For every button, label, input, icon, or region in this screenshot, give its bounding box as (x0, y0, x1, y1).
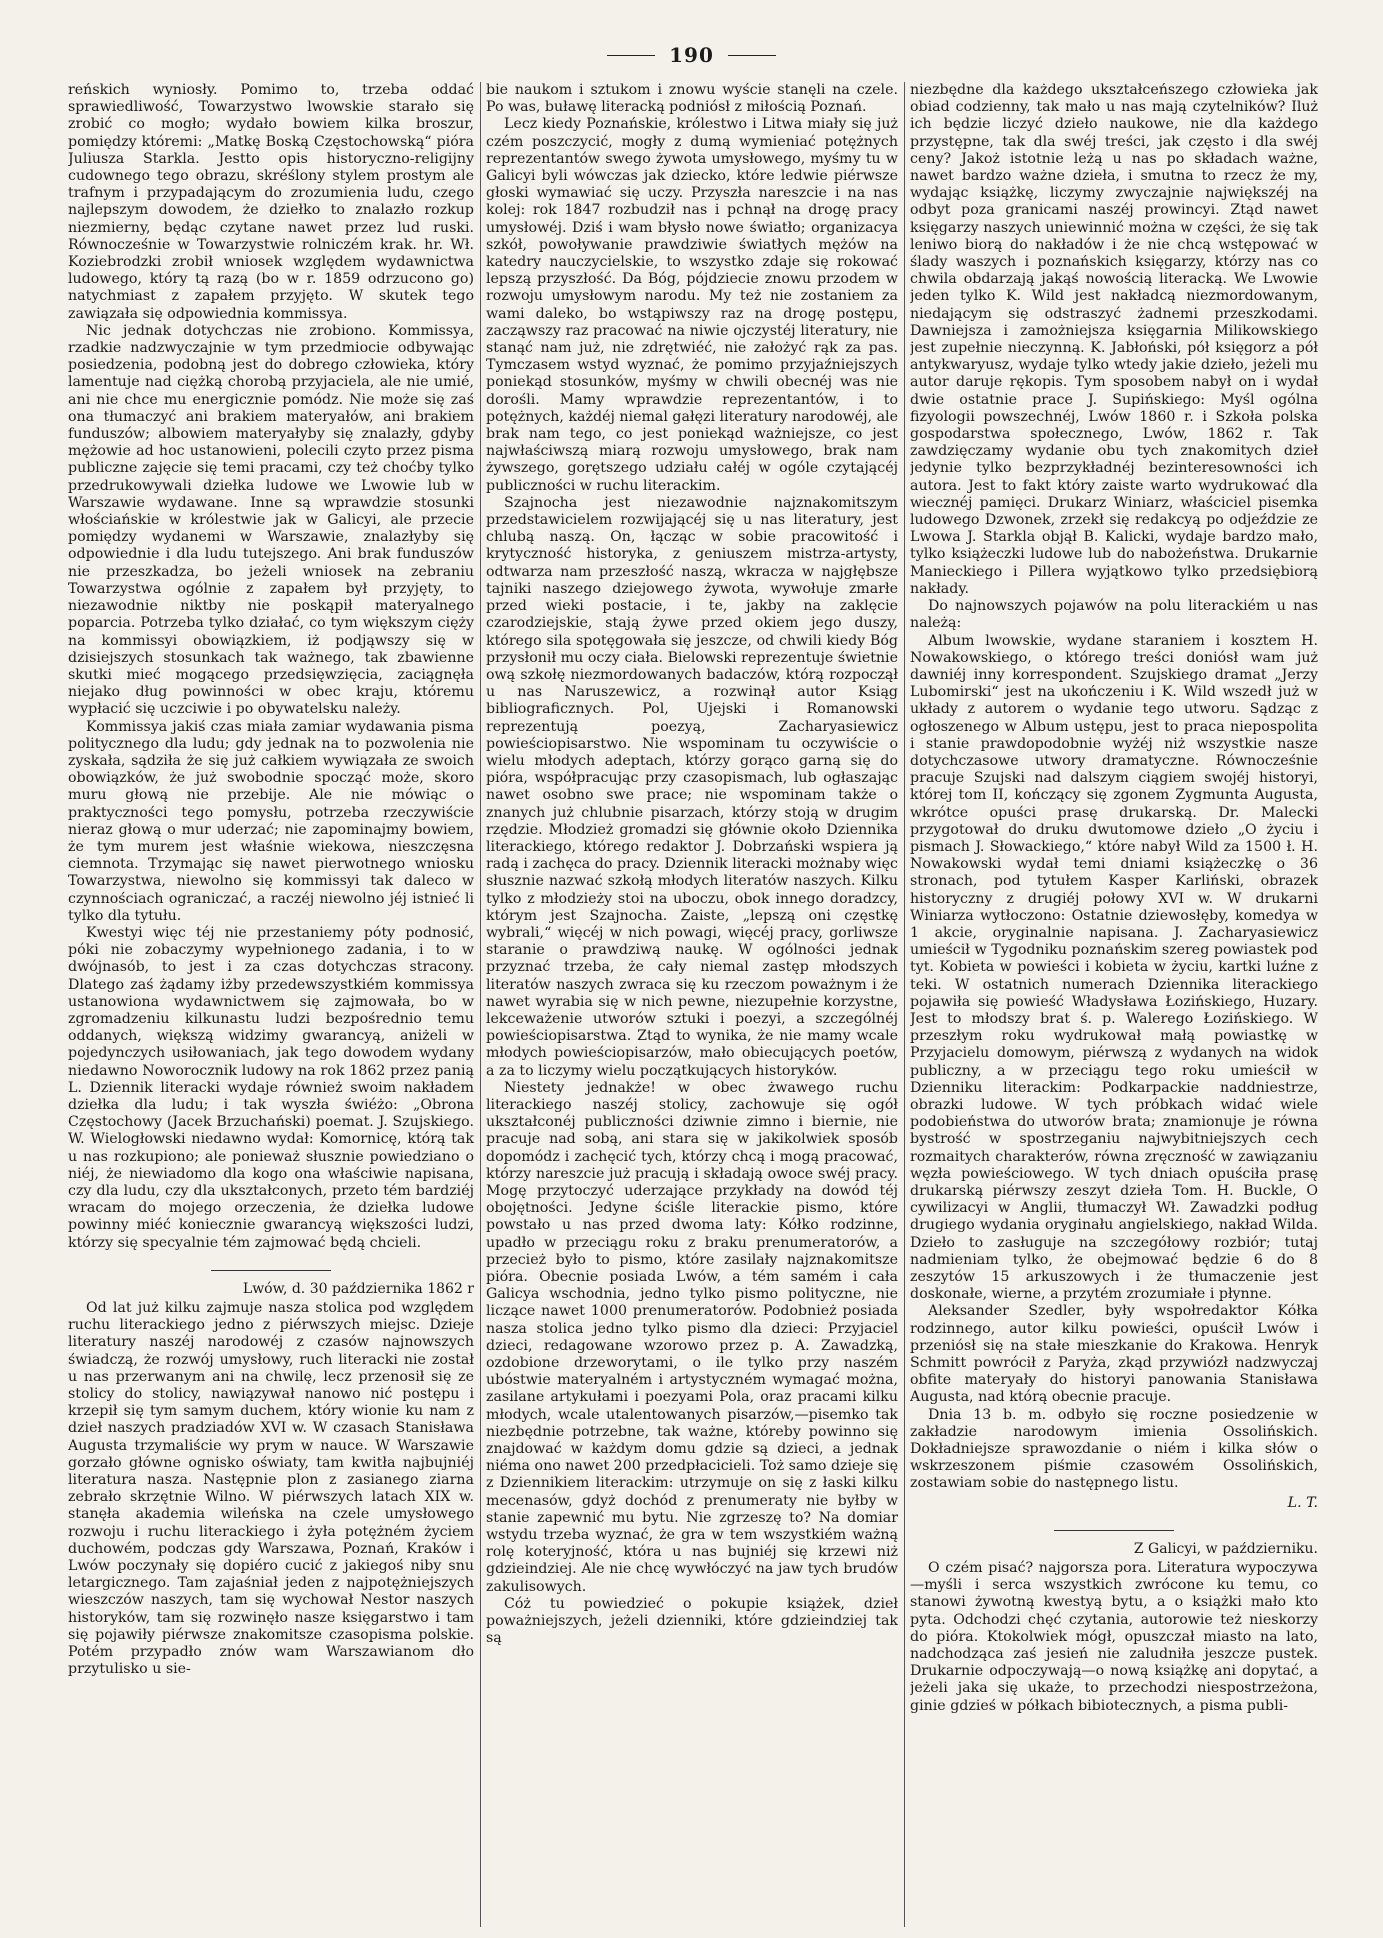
column-divider-2 (904, 82, 905, 1927)
paragraph: Do najnowszych pojawów na polu literackiém u nas należą: (910, 598, 1318, 632)
paragraph: bie naukom i sztukom i znowu wyście stanęli na czele. Po was, buławę literacką podniósł z miłością Poznań. (486, 82, 898, 116)
column-divider-1 (480, 82, 481, 1927)
paragraph: Kwestyi więc téj nie przestaniemy póty podnosić, póki nie zobaczymy wypełnionego zadania, i to w dwójnasób, to jest i za czas dotychczas stracony. Dlatego zaś żądamy iżby przedewszystkiém kommissya ustanowiona wydawnictwem się zajmowała, bo w zgromadzeniu kilkunastu ludzi bezpośrednio temu oddanych, większą widzimy gwarancyą, aniżeli w pojedynczych usiłowaniach, jak tego dowodem wydany niedawno Noworocznik ludowy na rok 1862 przez panią L. Dziennik literacki wydaje również swoim nakładem dziełka dla ludu; i tak wyszła świéżo: „Obrona Częstochowy (Jacek Brzuchański) poemat. J. Szujskiego. W. Wielogłowski niedawno wydał: Komornicę, którą tak u nas rozkupiono; ale ponieważ słusznie powiedziano o niéj, że niewiadomo dla kogo ona właściwie napisana, czy dla ludu, czy dla ukształconych, przeto tém bardziéj wracam do mojego orzeczenia, że dziełka ludowe powinny miéć koniecznie gwarancyą większości ludzi, którzy się specyalnie tém zajmować będą chcieli. (68, 924, 474, 1251)
paragraph: Od lat już kilku zajmuje nasza stolica pod względem ruchu literackiego jedno z piérwszych miejsc. Dzieje literatury naszéj narodowéj z czasów najnowszych świadczą, że rozwój umysłowy, ruch literacki nie został u nas przerwanym ani na chwilę, lecz przenosił się ze stolicy do stolicy, nawiązywał nanowo nić postępu i krzepił się tym samym duchem, który wionie ku nam z dzieł naszych pradziadów XVI w. W czasach Stanisława Augusta trzymaliście wy prym w nauce. W Warszawie gorzało główne ognisko oświaty, tam kwitła najbujniéj literatura nasza. Następnie plon z zasianego ziarna zebrało skrzętnie Wilno. W piérwszych latach XIX w. stanęła akademia wileńska na czele umysłowego rozwoju i ruchu literackiego i żyła potężném życiem duchowém, podczas gdy Warszawa, Poznań, Kraków i Lwów poczynały się dopiéro cucić z jakiegoś niby snu letargicznego. Tam zajaśniał jeden z najpotężniejszych wieszczów naszych, tam się wychował Nestor naszych historyków, tam się rozwinęło nasze księgarstwo i tam się pojawiły piérwsze znakomitsze czasopisma polskie. Potém przypadło znów wam Warszawianom dło przytulisko u sie- (68, 1300, 474, 1678)
section-rule (1054, 1530, 1174, 1531)
paragraph: Album lwowskie, wydane staraniem i kosztem H. Nowakowskiego, o którego treści doniósł wam już dawniéj inny korrespondent. Szujskiego dramat „Jerzy Lubomirski“ jest na ukończeniu i K. Wild wszedł już w układy z autorem o wydanie tego utworu. Sądząc z ogłoszenego w Album ustępu, jest to praca niepospolita i stanie prawdopodobnie wyżéj niż wszystkie nasze dotychczasowe utwory dramatyczne. Równocześnie pracuje Szujski nad dalszym ciągiem swojéj historyi, której tom II, kończący się zgonem Zygmunta Augusta, wkrótce opuści prasę drukarską. Dr. Malecki przygotował do druku dwutomowe dzieło „O życiu i pismach J. Słowackiego,“ które nabył Wild za 1500 ł. H. Nowakowski wydał temi dniami książeczkę o 36 stronach, pod tytułem Kasper Karliński, obrazek historyczny z drugiéj połowy XVI w. W drukarni Winiarza wytłoczono: Ostatnie dziewosłęby, komedya w 1 akcie, oryginalnie napisana. J. Zacharyasiewicz umieścił w Tygodniku poznańskim szereg powiastek pod tyt. Kobieta w powieści i kobieta w życiu, kartki luźne z teki. W ostatnich numerach Dziennika literackiego pojawiła się powieść Władysława Łozińskiego, Huzary. Jest to młodszy brat ś. p. Walerego Łozińskiego. W przeszłym roku wydrukował małą powiastkę w Przyjacielu domowym, piérwszą z wydanych na widok publiczny, a w przeciągu tego roku umieścił w Dzienniku literackim: Podkarpackie naddniestrze, obrazki ludowe. W tych próbkach widać wiele podobieństwa do utworów brata; znamionuje je równa bystrość w spostrzeganiu najwybitniejszych cech rozmaitych charakterów, równa zręczność w zawiązaniu węzła powieściowego. W tych dniach opuściła prasę drukarską piérwszy zeszyt dzieła Tom. H. Buckle, O cywilizacyi w Anglii, tłumaczył Wł. Zawadzki podług drugiego wydania oryginału angielskiego, nakład Wilda. Dzieło to zasługuje na szczegółowy rozbiór; tutaj nadmieniam tylko, że obejmować będzie 6 do 8 zeszytów 15 arkuszowych i że tłumaczenie jest doskonałe, wierne, a przytém zrozumiałe i płynne. (910, 632, 1318, 1303)
page-number: 190 (669, 43, 714, 67)
section-rule (211, 1270, 331, 1271)
header-rule-right (728, 55, 776, 56)
dateline: Lwów, d. 30 października 1862 r (242, 1280, 474, 1297)
author-signature: L. T. (1287, 1494, 1318, 1511)
paragraph: O czém pisać? najgorsza pora. Literatura wypoczywa—myśli i serca wszystkich zwrócone ku temu, co stanowi żywotną kwestyą bytu, a o książki mało kto pyta. Odchodzi chęć czytania, autorowie też nieskorzy do pióra. Ktokolwiek mógł, opuszczał miasto na lato, nadchodząca zaś jesień nie zaludniła jeszcze pustek. Drukarnie odpoczywają—o nową książkę ani dopytać, a jeżeli jaka się ukaże, to przechodzi niespostrzeżona, ginie gdzieś w półkach bibiotecznych, a pisma publi- (910, 1560, 1318, 1714)
column-2 (486, 82, 898, 1922)
paragraph: Lecz kiedy Poznańskie, królestwo i Litwa miały się już czém poszczycić, mogły z dumą wymieniać potężnych reprezentantów swego żywota umysłowego, myśmy tu w Galicyi byli wówczas jak dziecko, które ledwie piérwsze głoski wymawiać się uczy. Przyszła nareszcie i na nas kolej: rok 1847 rozbudził nas i pchnął na drogę pracy umysłowéj. Dziś i wam błysło nowe światło; organizacya szkół, powoływanie prawdziwie światłych mężów na katedry nauczycielskie, to wszystko zdaje się rokować lepszą przyszłość. Da Bóg, pójdziecie znowu przodem w rozwoju umysłowym narodu. My też nie zostaniem za wami daleko, bo wstąpiwszy raz na drogę postępu, zacząwszy raz pracować na niwie ojczystéj literatury, nie stanąć nam już, nie zdrętwiéć, nie założyć rąk za pas. Tymczasem wstyd wyznać, że pomimo przyjaźniejszych poniekąd stosunków, myśmy w chwili obecnéj was nie dorośli. Mamy wprawdzie reprezentantów, i to potężnych, każdéj niemal gałęzi literatury narodowéj, ale brak nam tego, co jest poniekąd ważniejsze, co jest najwłaściwszą miarą rozwoju umysłowego, brak nam żywszego, gorętszego udziału całéj w ogóle czytającéj publiczności w ruchu literackim. (486, 116, 898, 494)
page-header (0, 40, 1383, 70)
paragraph: Aleksander Szedler, były wspołredaktor Kółka rodzinnego, autor kilku powieści, opuścił Lwów i przeniósł się na stałe mieszkanie do Krakowa. Henryk Schmitt powrócił z Paryża, zkąd przywiózł nadzwyczaj obfite materyały do historyi panowania Stanisława Augusta, nad którą obecnie pracuje. (910, 1303, 1318, 1406)
paragraph: Niestety jednakże! w obec żwawego ruchu literackiego naszéj stolicy, zachowuje się ogół ukształconéj publiczności dziwnie zimno i biernie, nie pracuje nad sobą, ani stara się w jakikolwiek sposób dopomódz i zachęcić tych, którzy chcą i mogą pracować, którzy nareszcie już pracują i składają owoce swéj pracy. Mogę przytoczyć uderzające przykłady na dowód téj obojętności. Jedyne ściśle literackie pismo, które powstało u nas przed dwoma laty: Kółko rodzinne, upadło w przeciągu roku z braku prenumeratorów, a przecież było to pismo, które zasilały najznakomitsze pióra. Obecnie posiada Lwów, a tém samém i cała Galicya wschodnia, jedno tylko pismo polityczne, nie liczące nawet 1000 prenumeratorów. Podobnież posiada nasza stolica jedno tylko pismo dla dzieci: Przyjaciel dzieci, redagowane wzorowo przez p. A. Zawadzką, ozdobione drzeworytami, o ile tylko przy naszém ubóstwie materyalném i artystyczném wymagać można, zasilane artykułami i poezyami Pola, oraz pracami kilku młodych, wcale utalentowanych pisarzów,—pisemko tak niezbędnie potrzebne, tak ważne, któreby powinno się znajdować w każdym domu gdzie są dzieci, a jednak niéma ono nawet 200 przedpłacicieli. Toż samo dzieje się z Dziennikiem literackim: utrzymuje on się z łaski kilku mecenasów, gdyż dochód z prenumeraty nie byłby w stanie zapewnić mu bytu. Nie zgrzeszę to? Na domiar wstydu trzeba wyznać, że gra w tem wszystkiém ważną rolę koteryjność, która u nas bujniéj się krzewi niż gdzieindziej. Ale nie chcę wywłóczyć na jaw tych brudów zakulisowych. (486, 1079, 898, 1595)
paragraph: Nic jednak dotychczas nie zrobiono. Kommissya, rzadkie nadzwyczajnie w tym przedmiocie odbywając posiedzenia, podobną jest do dobrego człowieka, który lamentuje nad ciężką chorobą przyjaciela, ale nie umié, ani nie chce mu energicznie pomódz. Nie może się zaś ona tłumaczyć ani brakiem materyałów, ani brakiem funduszów; albowiem materyałyby się znalazły, gdyby mężowie ad hoc ustanowieni, polecili czyto przez pisma publiczne zajęcie się temi pracami, czy też choćby tylko przedrukowywali dziełka ludowe we Lwowie lub w Warszawie wydawane. Inne są wprawdzie stosunki włościańskie w królestwie jak w Galicyi, ale przecie pomiędzy wydanemi w Warszawie, znalazłyby się odpowiednie i dla ludu tutejszego. Ani brak funduszów nie przeszkadza, bo jeżeli wniosek na zebraniu Towarzystwa ogólnie z zapałem był przyjęty, to niezawodnie niktby nie poskąpił materyalnego poparcia. Potrzeba tylko działać, co tym większym cięży na kommissyi obowiązkiem, iż podjąwszy się w dzisiejszych stosunkach tak ważnego, tak zbawienne skutki mieć mogącego przedsięwzięcia, zaciągnęła niejako dług powinności w obec kraju, któremu wypłacić się uczciwie i po obywatelsku należy. (68, 322, 474, 718)
section-heading: Z Galicyi, w październiku. (1133, 1540, 1318, 1557)
column-3 (910, 82, 1318, 1922)
paragraph: Cóż tu powiedzieć o pokupie książek, dzieł poważniejszych, jeżeli dzienniki, które gdzieindziej tak są (486, 1595, 898, 1647)
paragraph: niezbędne dla każdego ukształceńszego człowieka jak obiad codzienny, tak mało u nas mają czytelników? Iluż ich będzie liczyć dzieło naukowe, nie dla każdego przystępne, tak dla swéj treści, jak często i dla swéj ceny? Jakoż istotnie leżą u nas po składach ważne, nawet bardzo ważne dzieła, i smutna to rzecz że my, wydając książkę, liczymy zwyczajnie największéj na odbyt poza granicami naszéj prowincyi. Ztąd nawet księgarzy naszych uniewinnić można w części, że się tak leniwo biorą do nakładów i że nie chcą wstępować w ślady waszych i poznańskich księgarzy, którzy nas co chwila obdarzają jakąś nowością literacką. We Lwowie jeden tylko K. Wild jest nakładcą niezmordowanym, niedającym się odstraszyć żadnemi przeszkodami. Dawniejsza i zamożniejsza księgarnia Milikowskiego jest zupełnie nieczynną. K. Jabłoński, pół księgorz a pół antykwaryusz, wydaje tylko wtedy jakie dzieło, jeżeli mu autor daruje rękopis. Tym sposobem nabył on i wydał dwie ostatnie prace J. Supińskiego: Myśl ogólna fizyologii powszechnéj, Lwów 1860 r. i Szkoła polska gospodarstwa społecznego, Lwów, 1862 r. Tak zawdzięczamy wydanie obu tych znakomitych dzieł jedynie tylko bezprzykładnéj bezinteresowności ich autora. Jest to fakt który zaiste warto wydrukować dla wiecznéj pamięci. Drukarz Winiarz, właściciel pisemka ludowego Dzwonek, zrzekł się redakcyą po odjeździe ze Lwowa J. Starkla objął B. Kalicki, wydaje bardzo mało, tylko książeczki ludowe lub do nabożeństwa. Drukarnie Manieckiego i Pillera wyjątkowo tylko przedsiębiorą nakłady. (910, 82, 1318, 597)
header-rule-left (607, 55, 655, 56)
paragraph: Dnia 13 b. m. odbyło się roczne posiedzenie w zakładzie narodowym imienia Ossolińskich. Dokładniejsze sprawozdanie o niém i kilka słów o wskrzeszonem piśmie czasowém Ossolińskich, zostawiam sobie do następnego listu. (910, 1406, 1318, 1492)
paragraph: Kommissya jakiś czas miała zamiar wydawania pisma politycznego dla ludu; gdy jednak na to pozwolenia nie zyskała, sądziła że się już całkiem wywiązała ze swoich obowiązków, że już swobodnie spocząć może, skoro muru głową nie przebije. Ale nie mówiąc o praktyczności tego pomysłu, potrzeba rzeczywiście nieraz głową o mur uderzać; nie zapominajmy bowiem, że tym murem jest właśnie wiekowa, nieszczęsna ciemnota. Trzymając się nawet pierwotnego wniosku Towarzystwa, niewolno się kommissyi tak daleco w czynnościach ograniczać, a raczéj niewolno jéj istnieć li tylko dla tytułu. (68, 718, 474, 924)
column-1 (68, 82, 474, 1922)
paragraph: Szajnocha jest niezawodnie najznakomitszym przedstawicielem rozwijającéj się u nas literatury, jest chlubą naszą. On, łącząc w sobie pracowitość i krytyczność historyka, z geniuszem mistrza-artysty, odtwarza nam przeszłość naszą, wkracza w najgłębsze tajniki naszego dziejowego żywota, wywołuje zmarłe przed wieki postacie, i te, jakby na zaklęcie czarodziejskie, stają żywe przed okiem jego duszy, którego sila spotęgowała się jeszcze, od chwili kiedy Bóg przysłonił mu oczy ciała. Bielowski reprezentuje świetnie ową szkołę niezmordowanych badaczów, którą rozpoczął u nas Naruszewicz, a rozwinął autor Ksiąg bibliograficznych. Pol, Ujejski i Romanowski reprezentują poezyą, Zacharyasiewicz powieściopisarstwo. Nie wspominam tu oczywiście o wielu młodych adeptach, którzy gorąco garną się do pióra, współpracując przy czasopismach, lub ogłaszając nawet osobno swe prace; nie wspominam także o znanych już chlubnie pisarzach, którzy stoją w drugim rzędzie. Młodzież gromadzi się głównie około Dziennika literackiego, którego redaktor J. Dobrzański wspiera ją radą i zachęca do pracy. Dziennik literacki możnaby więc słusznie nazwać szkołą młodych literatów naszych. Kilku tylko z młodzieży stoi na uboczu, obok innego doradzcy, którym jest Szajnocha. Zaiste, „lepszą oni częstkę wybrali,“ więcéj w nich powagi, więcéj pracy, gorliwsze staranie o prawdziwą naukę. W ogólności jednak przyznać trzeba, że cały niemal zastęp młodszych literatów naszych zwraca się ku rzeczom poważnym i że nawet wyrabia się w nich pewne, niezupełnie korzystne, lekceważenie utworów sztuki i poezyi, a szczególnéj powieściopisarstwa. Ztąd to wynika, że nie mamy wcale młodych powieściopisarzów, mało obiecujących poetów, a za to liczymy wielu początkujących historyków. (486, 494, 898, 1079)
paragraph: reńskich wyniosły. Pomimo to, trzeba oddać sprawiedliwość, Towarzystwo lwowskie starało się zrobić co mogło; wydało bowiem kilka broszur, pomiędzy któremi: „Matkę Boską Częstochowską“ pióra Juliusza Starkla. Jestto opis historyczno-religijny cudownego tego obrazu, skréślony stylem prostym ale trafnym i przypadającym do zrozumienia ludu, czego najlepszym dowodem, że dziełko to znalazło rozkup niezmierny, będąc czytane nawet przez lud ruski. Równocześnie w Towarzystwie rolniczém krak. hr. Wł. Koziebrodzki zrobił wniosek względem wydawnictwa ludowego, który tą razą (bo w r. 1859 odrzucono go) natychmiast z zapałem przyjęto. W skutek tego zawiązała się odpowiednia kommissya. (68, 82, 474, 322)
